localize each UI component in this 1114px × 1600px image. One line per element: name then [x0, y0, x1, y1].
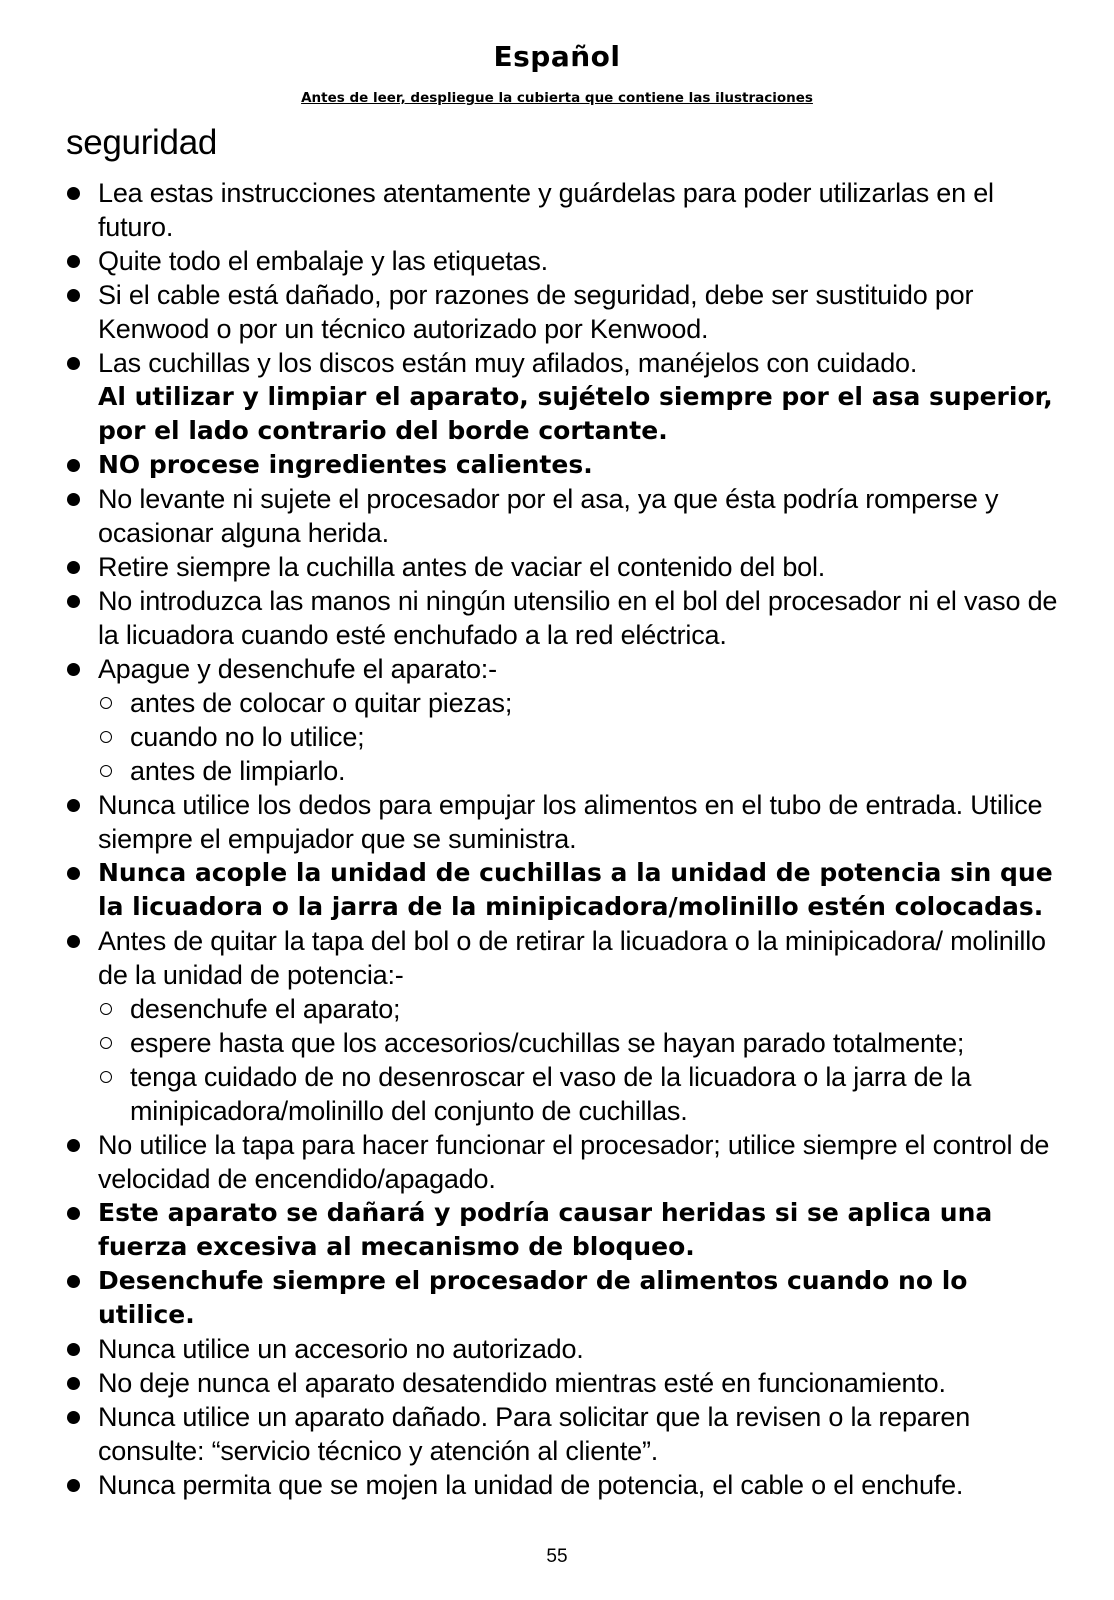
- sub-item-text: antes de limpiarlo.: [130, 756, 346, 786]
- item-warning-text: NO procese ingredientes calientes.: [98, 450, 593, 479]
- bullet-icon: [67, 595, 80, 608]
- sub-list-item: [98, 1060, 1066, 1128]
- bullet-icon: [67, 1479, 80, 1492]
- item-text: Apague y desenchufe el aparato:-: [98, 654, 497, 684]
- bullet-icon: [67, 1343, 80, 1356]
- bullet-icon: [67, 1139, 80, 1152]
- circle-bullet-icon: [100, 731, 112, 743]
- circle-bullet-icon: [100, 1003, 112, 1015]
- bullet-icon: [67, 1275, 80, 1288]
- item-text: Nunca utilice un aparato dañado. Para solicitar que la revisen o la reparen consulte: “servicio técnico y atención al cliente”.: [98, 1402, 971, 1466]
- list-item: [66, 1264, 1066, 1332]
- sub-list-item: [98, 686, 1066, 720]
- list-item: [66, 652, 1066, 788]
- list-item: [66, 278, 1066, 346]
- list-item: [66, 550, 1066, 584]
- item-warning-text: Nunca acople la unidad de cuchillas a la unidad de potencia sin que la licuadora o la jarra de la minipicadora/molinillo estén colocadas.: [98, 858, 1053, 921]
- list-item: [66, 1468, 1066, 1502]
- list-item: [66, 448, 1066, 482]
- sub-list-item: [98, 1026, 1066, 1060]
- section-title: seguridad: [66, 123, 218, 162]
- item-text: Nunca utilice un accesorio no autorizado.: [98, 1334, 584, 1364]
- circle-bullet-icon: [100, 765, 112, 777]
- list-item: [66, 244, 1066, 278]
- item-text: No levante ni sujete el procesador por el asa, ya que ésta podría romperse y ocasionar alguna herida.: [98, 484, 999, 548]
- bullet-icon: [67, 289, 80, 302]
- list-item: [66, 346, 1066, 448]
- bullet-icon: [67, 867, 80, 880]
- sub-item-text: cuando no lo utilice;: [130, 722, 365, 752]
- list-item: [66, 1366, 1066, 1400]
- item-text: Retire siempre la cuchilla antes de vaciar el contenido del bol.: [98, 552, 826, 582]
- bullet-icon: [67, 799, 80, 812]
- sub-list-item: [98, 720, 1066, 754]
- item-text: Quite todo el embalaje y las etiquetas.: [98, 246, 548, 276]
- circle-bullet-icon: [100, 697, 112, 709]
- item-warning-text: Este aparato se dañará y podría causar heridas si se aplica una fuerza excesiva al mecanismo de bloqueo.: [98, 1198, 993, 1261]
- list-item: [66, 1128, 1066, 1196]
- sub-list: [98, 686, 1066, 788]
- sub-item-text: tenga cuidado de no desenroscar el vaso de la licuadora o la jarra de la minipicadora/molinillo del conjunto de cuchillas.: [130, 1062, 972, 1126]
- bullet-icon: [67, 493, 80, 506]
- fold-out-instruction: Antes de leer, despliegue la cubierta que contiene las ilustraciones: [301, 90, 813, 106]
- bullet-icon: [67, 357, 80, 370]
- bullet-icon: [67, 1377, 80, 1390]
- item-text: No introduzca las manos ni ningún utensilio en el bol del procesador ni el vaso de la licuadora cuando esté enchufado a la red eléctrica.: [98, 586, 1058, 650]
- list-item: [66, 856, 1066, 924]
- item-text: Nunca utilice los dedos para empujar los alimentos en el tubo de entrada. Utilice siempre el empujador que se suministra.: [98, 790, 1043, 854]
- item-warning-text: Al utilizar y limpiar el aparato, sujételo siempre por el asa superior, por el lado contrario del borde cortante.: [98, 382, 1053, 445]
- item-warning-text: Desenchufe siempre el procesador de alimentos cuando no lo utilice.: [98, 1266, 968, 1329]
- bullet-icon: [67, 1411, 80, 1424]
- circle-bullet-icon: [100, 1071, 112, 1083]
- sub-item-text: desenchufe el aparato;: [130, 994, 401, 1024]
- page-number: 55: [546, 1546, 568, 1567]
- item-text: No deje nunca el aparato desatendido mientras esté en funcionamiento.: [98, 1368, 946, 1398]
- bullet-icon: [67, 663, 80, 676]
- list-item: [66, 1332, 1066, 1366]
- circle-bullet-icon: [100, 1037, 112, 1049]
- item-text: Las cuchillas y los discos están muy afilados, manéjelos con cuidado.: [98, 348, 918, 378]
- bullet-icon: [67, 561, 80, 574]
- bullet-icon: [67, 1207, 80, 1220]
- list-item: [66, 482, 1066, 550]
- safety-list: [66, 176, 1066, 1502]
- item-text: Si el cable está dañado, por razones de seguridad, debe ser sustituido por Kenwood o por un técnico autorizado por Kenwood.: [98, 280, 974, 344]
- bullet-icon: [67, 459, 80, 472]
- list-item: [66, 584, 1066, 652]
- bullet-icon: [67, 255, 80, 268]
- language-heading: Español: [493, 40, 621, 73]
- item-text: Lea estas instrucciones atentamente y guárdelas para poder utilizarlas en el futuro.: [98, 178, 994, 242]
- item-text: No utilice la tapa para hacer funcionar el procesador; utilice siempre el control de velocidad de encendido/apagado.: [98, 1130, 1050, 1194]
- item-text: Nunca permita que se mojen la unidad de potencia, el cable o el enchufe.: [98, 1470, 964, 1500]
- sub-item-text: antes de colocar o quitar piezas;: [130, 688, 513, 718]
- sub-item-text: espere hasta que los accesorios/cuchillas se hayan parado totalmente;: [130, 1028, 965, 1058]
- list-item: [66, 924, 1066, 1128]
- sub-list: [98, 992, 1066, 1128]
- sub-list-item: [98, 754, 1066, 788]
- list-item: [66, 1400, 1066, 1468]
- bullet-icon: [67, 935, 80, 948]
- list-item: [66, 1196, 1066, 1264]
- sub-list-item: [98, 992, 1066, 1026]
- item-text: Antes de quitar la tapa del bol o de retirar la licuadora o la minipicadora/ molinillo de la unidad de potencia:-: [98, 926, 1046, 990]
- list-item: [66, 788, 1066, 856]
- list-item: [66, 176, 1066, 244]
- bullet-icon: [67, 187, 80, 200]
